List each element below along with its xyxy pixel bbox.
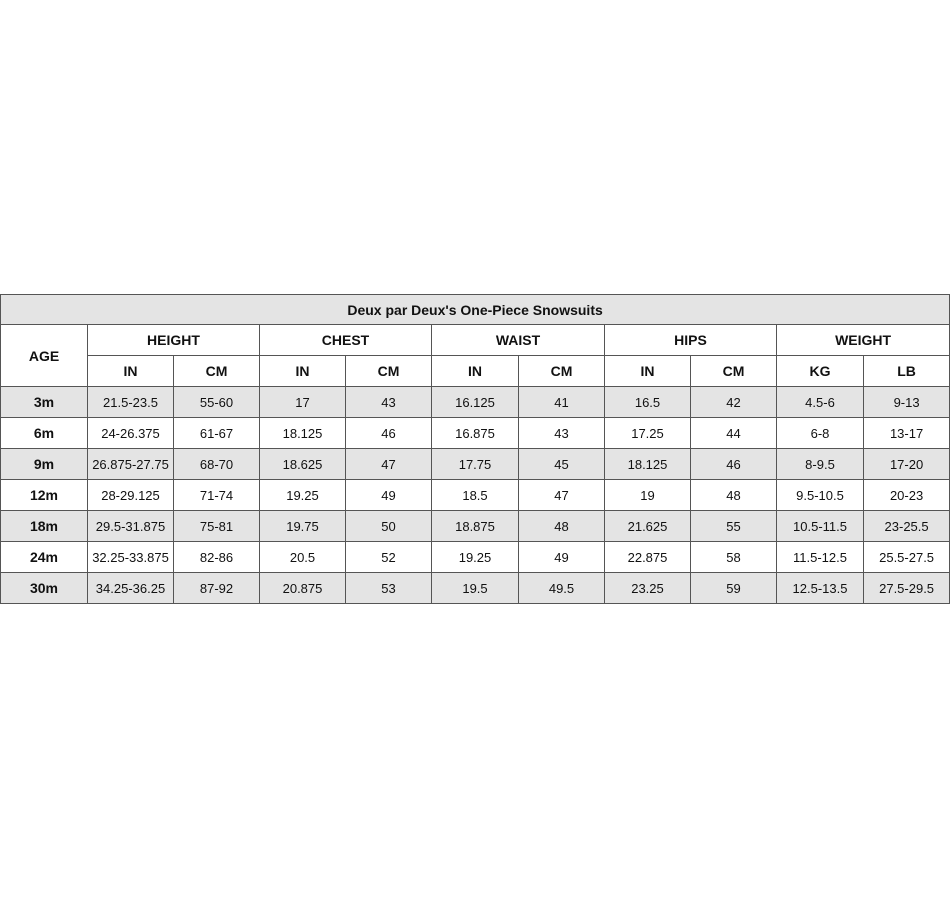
table-cell: 4.5-6 <box>777 387 864 418</box>
table-cell: 16.5 <box>605 387 691 418</box>
unit-header: LB <box>864 356 950 387</box>
table-cell: 53 <box>346 573 432 604</box>
unit-header: CM <box>691 356 777 387</box>
table-cell: 18.125 <box>260 418 346 449</box>
group-header-chest: CHEST <box>260 325 432 356</box>
table-cell: 48 <box>519 511 605 542</box>
table-cell: 32.25-33.875 <box>88 542 174 573</box>
table-cell: 18.5 <box>432 480 519 511</box>
table-cell: 13-17 <box>864 418 950 449</box>
table-cell: 46 <box>346 418 432 449</box>
group-header-weight: WEIGHT <box>777 325 950 356</box>
table-cell: 61-67 <box>174 418 260 449</box>
table-cell: 17 <box>260 387 346 418</box>
table-cell: 49 <box>519 542 605 573</box>
table-cell: 27.5-29.5 <box>864 573 950 604</box>
age-cell: 30m <box>1 573 88 604</box>
table-cell: 19.25 <box>432 542 519 573</box>
table-cell: 58 <box>691 542 777 573</box>
group-header-hips: HIPS <box>605 325 777 356</box>
table-cell: 8-9.5 <box>777 449 864 480</box>
table-cell: 55-60 <box>174 387 260 418</box>
unit-header: KG <box>777 356 864 387</box>
age-cell: 6m <box>1 418 88 449</box>
table-cell: 16.875 <box>432 418 519 449</box>
unit-header: IN <box>260 356 346 387</box>
table-row <box>1 418 950 449</box>
unit-header: CM <box>174 356 260 387</box>
table-cell: 43 <box>346 387 432 418</box>
table-cell: 18.625 <box>260 449 346 480</box>
table-cell: 28-29.125 <box>88 480 174 511</box>
table-cell: 42 <box>691 387 777 418</box>
table-cell: 22.875 <box>605 542 691 573</box>
table-cell: 19.75 <box>260 511 346 542</box>
table-cell: 18.875 <box>432 511 519 542</box>
table-row <box>1 511 950 542</box>
table-cell: 9.5-10.5 <box>777 480 864 511</box>
table-cell: 25.5-27.5 <box>864 542 950 573</box>
table-cell: 47 <box>519 480 605 511</box>
table-cell: 11.5-12.5 <box>777 542 864 573</box>
age-cell: 9m <box>1 449 88 480</box>
group-header-waist: WAIST <box>432 325 605 356</box>
table-cell: 68-70 <box>174 449 260 480</box>
table-row <box>1 480 950 511</box>
table-cell: 18.125 <box>605 449 691 480</box>
table-cell: 9-13 <box>864 387 950 418</box>
table-cell: 82-86 <box>174 542 260 573</box>
unit-header: IN <box>432 356 519 387</box>
unit-header: IN <box>88 356 174 387</box>
table-cell: 12.5-13.5 <box>777 573 864 604</box>
table-cell: 21.625 <box>605 511 691 542</box>
table-cell: 19.25 <box>260 480 346 511</box>
table-cell: 45 <box>519 449 605 480</box>
table-cell: 43 <box>519 418 605 449</box>
unit-header: CM <box>346 356 432 387</box>
table-cell: 17.25 <box>605 418 691 449</box>
table-cell: 59 <box>691 573 777 604</box>
table-cell: 47 <box>346 449 432 480</box>
table-cell: 24-26.375 <box>88 418 174 449</box>
unit-header: IN <box>605 356 691 387</box>
table-row <box>1 542 950 573</box>
table-cell: 46 <box>691 449 777 480</box>
table-cell: 34.25-36.25 <box>88 573 174 604</box>
table-cell: 19.5 <box>432 573 519 604</box>
table-cell: 50 <box>346 511 432 542</box>
table-title: Deux par Deux's One-Piece Snowsuits <box>1 295 950 325</box>
age-cell: 24m <box>1 542 88 573</box>
table-cell: 48 <box>691 480 777 511</box>
group-header-height: HEIGHT <box>88 325 260 356</box>
table-cell: 71-74 <box>174 480 260 511</box>
title-row <box>1 295 950 325</box>
table-cell: 29.5-31.875 <box>88 511 174 542</box>
table-cell: 16.125 <box>432 387 519 418</box>
table-row <box>1 449 950 480</box>
table-cell: 23-25.5 <box>864 511 950 542</box>
age-cell: 18m <box>1 511 88 542</box>
table-row <box>1 573 950 604</box>
age-header: AGE <box>1 325 88 387</box>
table-cell: 41 <box>519 387 605 418</box>
table-cell: 17.75 <box>432 449 519 480</box>
size-chart-table <box>0 294 950 604</box>
group-header-row <box>1 325 950 356</box>
table-cell: 23.25 <box>605 573 691 604</box>
table-cell: 6-8 <box>777 418 864 449</box>
table-cell: 20.5 <box>260 542 346 573</box>
table-cell: 44 <box>691 418 777 449</box>
unit-header: CM <box>519 356 605 387</box>
table-cell: 49.5 <box>519 573 605 604</box>
table-cell: 75-81 <box>174 511 260 542</box>
table-row <box>1 387 950 418</box>
table-cell: 19 <box>605 480 691 511</box>
age-cell: 3m <box>1 387 88 418</box>
table-cell: 55 <box>691 511 777 542</box>
table-cell: 87-92 <box>174 573 260 604</box>
table-cell: 21.5-23.5 <box>88 387 174 418</box>
table-cell: 26.875-27.75 <box>88 449 174 480</box>
table-cell: 52 <box>346 542 432 573</box>
table-cell: 20-23 <box>864 480 950 511</box>
table-cell: 17-20 <box>864 449 950 480</box>
table-cell: 49 <box>346 480 432 511</box>
table-cell: 20.875 <box>260 573 346 604</box>
age-cell: 12m <box>1 480 88 511</box>
unit-header-row <box>1 356 950 387</box>
table-cell: 10.5-11.5 <box>777 511 864 542</box>
